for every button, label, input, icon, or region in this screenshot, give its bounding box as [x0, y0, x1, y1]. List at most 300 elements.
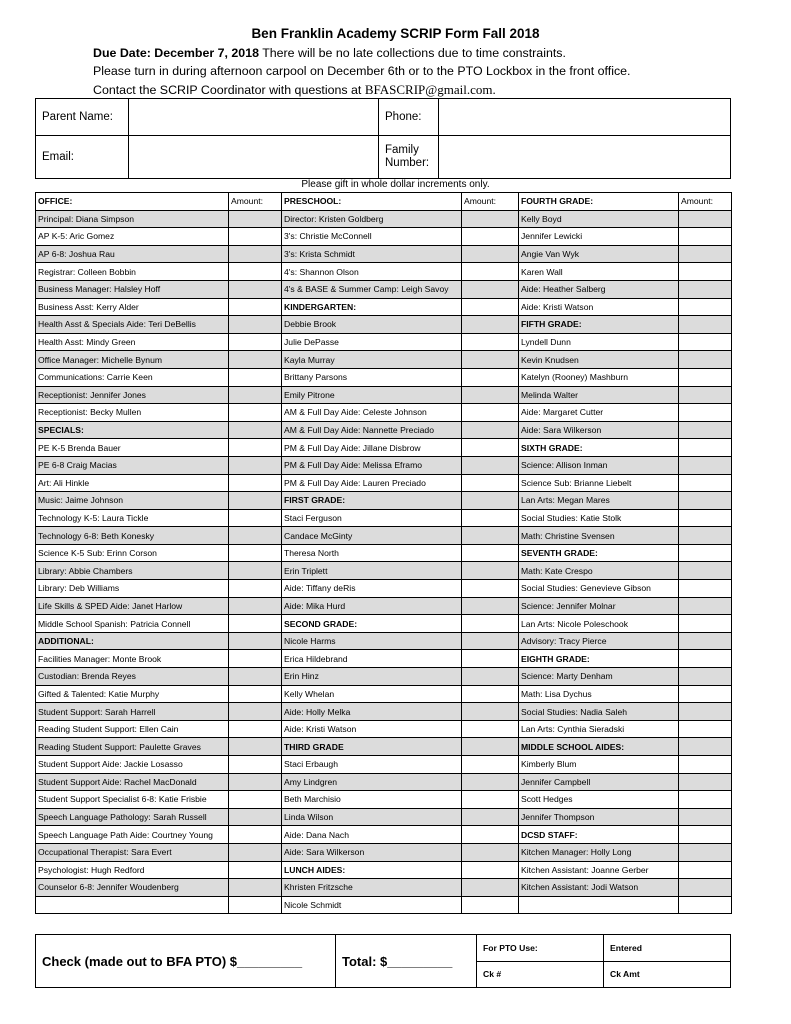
amount-input-cell[interactable] [462, 685, 519, 703]
gift-note: Please gift in whole dollar increments only. [301, 179, 490, 190]
table-row [36, 333, 732, 351]
staff-name-cell: Emily Pitrone [282, 386, 462, 404]
table-row [36, 368, 732, 386]
amount-input-cell[interactable] [462, 210, 519, 228]
amount-input-cell[interactable] [679, 333, 732, 351]
amount-input-cell[interactable] [462, 650, 519, 668]
amount-input-cell[interactable] [462, 597, 519, 615]
amount-input-cell[interactable] [679, 703, 732, 721]
amount-input-cell[interactable] [462, 826, 519, 844]
amount-input-cell[interactable] [679, 228, 732, 246]
staff-name-cell: Science Sub: Brianne Liebelt [519, 474, 679, 492]
table-row [36, 263, 732, 281]
entered-label: Entered [604, 935, 731, 962]
staff-name-cell: THIRD GRADE [282, 738, 462, 756]
amount-input-cell[interactable] [462, 562, 519, 580]
amount-input-cell[interactable] [229, 808, 282, 826]
staff-name-cell: Scott Hedges [519, 791, 679, 809]
amount-input-cell[interactable] [462, 368, 519, 386]
table-row [36, 896, 732, 914]
staff-name-cell [519, 896, 679, 914]
col-amount: Amount: [462, 193, 519, 211]
amount-input-cell[interactable] [229, 756, 282, 774]
staff-name-cell: Erin Triplett [282, 562, 462, 580]
staff-name-cell [36, 896, 229, 914]
staff-name-cell: Library: Abbie Chambers [36, 562, 229, 580]
amount-input-cell[interactable] [462, 896, 519, 914]
amount-input-cell[interactable] [462, 439, 519, 457]
amount-input-cell[interactable] [229, 439, 282, 457]
table-row [36, 879, 732, 897]
staff-name-cell: Technology K-5: Laura Tickle [36, 509, 229, 527]
amount-input-cell[interactable] [679, 210, 732, 228]
pto-use-label: For PTO Use: [477, 935, 604, 962]
amount-input-cell[interactable] [679, 615, 732, 633]
contact-email: BFASCRIP@gmail.com [364, 82, 493, 97]
staff-name-cell: Social Studies: Nadia Saleh [519, 703, 679, 721]
amount-input-cell[interactable] [462, 316, 519, 334]
staff-name-cell: Khristen Fritzsche [282, 879, 462, 897]
amount-input-cell[interactable] [679, 245, 732, 263]
amount-input-cell[interactable] [229, 245, 282, 263]
amount-input-cell[interactable] [679, 474, 732, 492]
staff-name-cell: Erica Hildebrand [282, 650, 462, 668]
amount-input-cell[interactable] [229, 456, 282, 474]
staff-name-cell: Science: Allison Inman [519, 456, 679, 474]
amount-input-cell[interactable] [679, 826, 732, 844]
table-row [36, 826, 732, 844]
col-amount: Amount: [679, 193, 732, 211]
staff-name-cell: Math: Lisa Dychus [519, 685, 679, 703]
amount-input-cell[interactable] [229, 368, 282, 386]
form-title: Ben Franklin Academy SCRIP Form Fall 2018 [251, 26, 540, 41]
family-label-line2: Number: [385, 157, 430, 169]
staff-name-cell: Kimberly Blum [519, 756, 679, 774]
due-date: Due Date: December 7, 2018 [93, 46, 259, 60]
col-office: OFFICE: [36, 193, 229, 211]
staff-name-cell: Kelly Whelan [282, 685, 462, 703]
amount-input-cell[interactable] [462, 280, 519, 298]
table-row [36, 544, 732, 562]
payment-footer [35, 934, 731, 988]
staff-name-cell: Business Manager: Halsley Hoff [36, 280, 229, 298]
amount-input-cell[interactable] [679, 896, 732, 914]
staff-name-cell: Kitchen Manager: Holly Long [519, 843, 679, 861]
amount-input-cell[interactable] [229, 228, 282, 246]
amount-input-cell[interactable] [229, 333, 282, 351]
table-row [36, 527, 732, 545]
amount-input-cell[interactable] [679, 685, 732, 703]
staff-name-cell: Library: Deb Williams [36, 580, 229, 598]
amount-input-cell[interactable] [462, 720, 519, 738]
staff-name-cell: Math: Kate Crespo [519, 562, 679, 580]
amount-input-cell[interactable] [679, 544, 732, 562]
staff-name-cell: Student Support: Sarah Harrell [36, 703, 229, 721]
amount-input-cell[interactable] [679, 351, 732, 369]
table-row [36, 808, 732, 826]
table-row [36, 210, 732, 228]
amount-input-cell[interactable] [679, 421, 732, 439]
amount-input-cell[interactable] [462, 668, 519, 686]
amount-input-cell[interactable] [679, 808, 732, 826]
amount-input-cell[interactable] [229, 298, 282, 316]
staff-name-cell: Health Asst & Specials Aide: Teri DeBellis [36, 316, 229, 334]
table-row [36, 861, 732, 879]
staff-name-cell: Nicole Schmidt [282, 896, 462, 914]
contact-prefix: Contact the SCRIP Coordinator with questions at [93, 83, 365, 97]
amount-input-cell[interactable] [229, 791, 282, 809]
staff-name-cell: AP K-5: Aric Gomez [36, 228, 229, 246]
amount-input-cell[interactable] [679, 773, 732, 791]
amount-input-cell[interactable] [462, 245, 519, 263]
amount-input-cell[interactable] [229, 474, 282, 492]
staff-name-cell: Student Support Aide: Rachel MacDonald [36, 773, 229, 791]
staff-name-cell: Lan Arts: Cynthia Sieradski [519, 720, 679, 738]
amount-input-cell[interactable] [462, 773, 519, 791]
staff-name-cell: Aide: Margaret Cutter [519, 404, 679, 422]
staff-name-cell: Staci Erbaugh [282, 756, 462, 774]
phone-field[interactable] [439, 99, 731, 136]
staff-name-cell: Reading Student Support: Paulette Graves [36, 738, 229, 756]
staff-name-cell: Health Asst: Mindy Green [36, 333, 229, 351]
table-row [36, 632, 732, 650]
amount-input-cell[interactable] [229, 509, 282, 527]
staff-name-cell: Life Skills & SPED Aide: Janet Harlow [36, 597, 229, 615]
staff-name-cell: Director: Kristen Goldberg [282, 210, 462, 228]
staff-name-cell: Staci Ferguson [282, 509, 462, 527]
staff-name-cell: AM & Full Day Aide: Nannette Preciado [282, 421, 462, 439]
amount-input-cell[interactable] [229, 861, 282, 879]
amount-input-cell[interactable] [462, 351, 519, 369]
table-row [36, 703, 732, 721]
staff-name-cell: Math: Christine Svensen [519, 527, 679, 545]
amount-input-cell[interactable] [679, 632, 732, 650]
amount-input-cell[interactable] [229, 386, 282, 404]
amount-input-cell[interactable] [229, 263, 282, 281]
staff-name-cell: PM & Full Day Aide: Lauren Preciado [282, 474, 462, 492]
table-row [36, 597, 732, 615]
amount-input-cell[interactable] [462, 808, 519, 826]
amount-input-cell[interactable] [679, 597, 732, 615]
staff-name-cell: Katelyn (Rooney) Mashburn [519, 368, 679, 386]
staff-name-cell: Music: Jaime Johnson [36, 492, 229, 510]
table-row [36, 720, 732, 738]
staff-name-cell: Brittany Parsons [282, 368, 462, 386]
staff-name-cell: KINDERGARTEN: [282, 298, 462, 316]
staff-name-cell: Debbie Brook [282, 316, 462, 334]
amount-input-cell[interactable] [679, 386, 732, 404]
col-fourth-grade: FOURTH GRADE: [519, 193, 679, 211]
staff-name-cell: Aide: Tiffany deRis [282, 580, 462, 598]
table-row [36, 228, 732, 246]
staff-name-cell: 3's: Christie McConnell [282, 228, 462, 246]
amount-input-cell[interactable] [679, 280, 732, 298]
staff-name-cell: LUNCH AIDES: [282, 861, 462, 879]
email-label: Email: [36, 136, 129, 179]
table-row [36, 580, 732, 598]
check-amount-label: Ck Amt [604, 961, 731, 988]
staff-name-cell: Kitchen Assistant: Jodi Watson [519, 879, 679, 897]
staff-name-cell: 3's: Krista Schmidt [282, 245, 462, 263]
amount-input-cell[interactable] [462, 228, 519, 246]
amount-input-cell[interactable] [679, 879, 732, 897]
table-row [36, 773, 732, 791]
staff-name-cell: Receptionist: Jennifer Jones [36, 386, 229, 404]
amount-input-cell[interactable] [462, 703, 519, 721]
staff-name-cell: Speech Language Path Aide: Courtney Young [36, 826, 229, 844]
amount-input-cell[interactable] [679, 298, 732, 316]
amount-input-cell[interactable] [462, 756, 519, 774]
table-row [36, 421, 732, 439]
table-row [36, 509, 732, 527]
family-label-line1: Family [385, 144, 419, 156]
amount-input-cell[interactable] [679, 756, 732, 774]
amount-input-cell[interactable] [229, 544, 282, 562]
amount-input-cell[interactable] [229, 404, 282, 422]
amount-input-cell[interactable] [229, 316, 282, 334]
staff-name-cell: Student Support Aide: Jackie Losasso [36, 756, 229, 774]
staff-name-cell: FIRST GRADE: [282, 492, 462, 510]
staff-name-cell: Occupational Therapist: Sara Evert [36, 843, 229, 861]
staff-name-cell: Student Support Specialist 6-8: Katie Frisbie [36, 791, 229, 809]
amount-input-cell[interactable] [679, 492, 732, 510]
amount-input-cell[interactable] [679, 650, 732, 668]
amount-input-cell[interactable] [229, 668, 282, 686]
amount-input-cell[interactable] [679, 562, 732, 580]
staff-name-cell: Lan Arts: Nicole Poleschook [519, 615, 679, 633]
staff-name-cell: PE 6-8 Craig Macias [36, 456, 229, 474]
amount-input-cell[interactable] [462, 632, 519, 650]
amount-input-cell[interactable] [462, 527, 519, 545]
amount-input-cell[interactable] [679, 368, 732, 386]
amount-input-cell[interactable] [462, 298, 519, 316]
staff-name-cell: Facilities Manager: Monte Brook [36, 650, 229, 668]
amount-input-cell[interactable] [229, 826, 282, 844]
staff-name-cell: Jennifer Thompson [519, 808, 679, 826]
staff-name-cell: Aide: Kristi Watson [519, 298, 679, 316]
staff-name-cell: Middle School Spanish: Patricia Connell [36, 615, 229, 633]
table-row [36, 280, 732, 298]
amount-input-cell[interactable] [679, 738, 732, 756]
family-number-field[interactable] [439, 136, 731, 179]
total-amount-field[interactable]: Total: $_________ [336, 935, 477, 988]
amount-input-cell[interactable] [462, 843, 519, 861]
table-row [36, 474, 732, 492]
amount-input-cell[interactable] [229, 879, 282, 897]
amount-input-cell[interactable] [462, 509, 519, 527]
amount-input-cell[interactable] [679, 527, 732, 545]
staff-name-cell: SPECIALS: [36, 421, 229, 439]
table-row [36, 386, 732, 404]
amount-input-cell[interactable] [462, 492, 519, 510]
amount-input-cell[interactable] [462, 615, 519, 633]
staff-name-cell: DCSD STAFF: [519, 826, 679, 844]
staff-name-cell: Kevin Knudsen [519, 351, 679, 369]
amount-input-cell[interactable] [229, 703, 282, 721]
staff-gift-table [35, 192, 732, 914]
contact-suffix: . [492, 82, 496, 97]
email-field[interactable] [129, 136, 379, 179]
amount-input-cell[interactable] [229, 597, 282, 615]
staff-name-cell: Aide: Sara Wilkerson [282, 843, 462, 861]
check-number-label: Ck # [477, 961, 604, 988]
contact-line [93, 82, 496, 98]
staff-name-cell: Theresa North [282, 544, 462, 562]
staff-name-cell: Lan Arts: Megan Mares [519, 492, 679, 510]
amount-input-cell[interactable] [462, 333, 519, 351]
staff-name-cell: SECOND GRADE: [282, 615, 462, 633]
column-header-row [36, 193, 732, 211]
table-row [36, 615, 732, 633]
amount-input-cell[interactable] [229, 527, 282, 545]
phone-label: Phone: [379, 99, 439, 136]
staff-name-cell: PM & Full Day Aide: Jillane Disbrow [282, 439, 462, 457]
amount-input-cell[interactable] [679, 861, 732, 879]
table-row [36, 245, 732, 263]
turn-in-instructions: Please turn in during afternoon carpool on December 6th or to the PTO Lockbox in the front office. [93, 64, 631, 78]
table-row [36, 843, 732, 861]
amount-input-cell[interactable] [462, 861, 519, 879]
staff-name-cell: Julie DePasse [282, 333, 462, 351]
parent-name-field[interactable] [129, 99, 379, 136]
table-row [36, 562, 732, 580]
staff-name-cell: Aide: Sara Wilkerson [519, 421, 679, 439]
amount-input-cell[interactable] [679, 263, 732, 281]
amount-input-cell[interactable] [229, 280, 282, 298]
table-row [36, 756, 732, 774]
amount-input-cell[interactable] [462, 404, 519, 422]
amount-input-cell[interactable] [462, 879, 519, 897]
table-row [36, 650, 732, 668]
staff-name-cell: Custodian: Brenda Reyes [36, 668, 229, 686]
table-row [36, 685, 732, 703]
amount-input-cell[interactable] [462, 791, 519, 809]
amount-input-cell[interactable] [229, 773, 282, 791]
staff-name-cell: AM & Full Day Aide: Celeste Johnson [282, 404, 462, 422]
amount-input-cell[interactable] [229, 896, 282, 914]
staff-name-cell: Aide: Dana Nach [282, 826, 462, 844]
amount-input-cell[interactable] [679, 843, 732, 861]
amount-input-cell[interactable] [229, 738, 282, 756]
table-row [36, 316, 732, 334]
amount-input-cell[interactable] [462, 544, 519, 562]
amount-input-cell[interactable] [679, 456, 732, 474]
table-row [36, 738, 732, 756]
staff-name-cell: Registrar: Colleen Bobbin [36, 263, 229, 281]
staff-name-cell: Jennifer Campbell [519, 773, 679, 791]
staff-name-cell: Aide: Holly Melka [282, 703, 462, 721]
table-row [36, 456, 732, 474]
staff-name-cell: FIFTH GRADE: [519, 316, 679, 334]
staff-name-cell: PM & Full Day Aide: Melissa Eframo [282, 456, 462, 474]
table-row [36, 492, 732, 510]
amount-input-cell[interactable] [679, 668, 732, 686]
staff-name-cell: Office Manager: Michelle Bynum [36, 351, 229, 369]
staff-name-cell: Social Studies: Katie Stolk [519, 509, 679, 527]
staff-name-cell: Science K-5 Sub: Erinn Corson [36, 544, 229, 562]
parent-info-table [35, 98, 731, 179]
amount-input-cell[interactable] [229, 351, 282, 369]
staff-name-cell: Science: Marty Denham [519, 668, 679, 686]
staff-name-cell: SEVENTH GRADE: [519, 544, 679, 562]
staff-name-cell: Kayla Murray [282, 351, 462, 369]
staff-name-cell: Aide: Kristi Watson [282, 720, 462, 738]
staff-name-cell: Lyndell Dunn [519, 333, 679, 351]
due-date-line [93, 46, 566, 60]
amount-input-cell[interactable] [229, 421, 282, 439]
staff-name-cell: Advisory: Tracy Pierce [519, 632, 679, 650]
amount-input-cell[interactable] [229, 632, 282, 650]
staff-name-cell: Amy Lindgren [282, 773, 462, 791]
amount-input-cell[interactable] [462, 421, 519, 439]
staff-name-cell: Technology 6-8: Beth Konesky [36, 527, 229, 545]
amount-input-cell[interactable] [229, 720, 282, 738]
staff-name-cell: 4's: Shannon Olson [282, 263, 462, 281]
amount-input-cell[interactable] [679, 580, 732, 598]
check-amount-field[interactable]: Check (made out to BFA PTO) $_________ [36, 935, 336, 988]
staff-name-cell: Speech Language Pathology: Sarah Russell [36, 808, 229, 826]
staff-name-cell: Angie Van Wyk [519, 245, 679, 263]
amount-input-cell[interactable] [462, 580, 519, 598]
due-note: There will be no late collections due to time constraints. [258, 46, 566, 60]
staff-name-cell: MIDDLE SCHOOL AIDES: [519, 738, 679, 756]
staff-name-cell: Receptionist: Becky Mullen [36, 404, 229, 422]
staff-name-cell: Melinda Walter [519, 386, 679, 404]
amount-input-cell[interactable] [229, 615, 282, 633]
staff-name-cell: Business Asst: Kerry Alder [36, 298, 229, 316]
staff-name-cell: Kitchen Assistant: Joanne Gerber [519, 861, 679, 879]
table-row [36, 439, 732, 457]
amount-input-cell[interactable] [462, 456, 519, 474]
staff-name-cell: 4's & BASE & Summer Camp: Leigh Savoy [282, 280, 462, 298]
staff-name-cell: Aide: Heather Salberg [519, 280, 679, 298]
amount-input-cell[interactable] [679, 439, 732, 457]
staff-name-cell: Aide: Mika Hurd [282, 597, 462, 615]
amount-input-cell[interactable] [229, 562, 282, 580]
amount-input-cell[interactable] [229, 210, 282, 228]
staff-name-cell: ADDITIONAL: [36, 632, 229, 650]
staff-name-cell: Karen Wall [519, 263, 679, 281]
staff-name-cell: Erin Hinz [282, 668, 462, 686]
amount-input-cell[interactable] [229, 685, 282, 703]
staff-name-cell: Nicole Harms [282, 632, 462, 650]
table-row [36, 668, 732, 686]
staff-name-cell: Beth Marchisio [282, 791, 462, 809]
amount-input-cell[interactable] [679, 404, 732, 422]
staff-name-cell: Gifted & Talented: Katie Murphy [36, 685, 229, 703]
amount-input-cell[interactable] [229, 843, 282, 861]
staff-name-cell: SIXTH GRADE: [519, 439, 679, 457]
amount-input-cell[interactable] [462, 263, 519, 281]
staff-name-cell: EIGHTH GRADE: [519, 650, 679, 668]
staff-name-cell: Science: Jennifer Molnar [519, 597, 679, 615]
amount-input-cell[interactable] [679, 720, 732, 738]
amount-input-cell[interactable] [462, 738, 519, 756]
table-row [36, 351, 732, 369]
col-preschool: PRESCHOOL: [282, 193, 462, 211]
amount-input-cell[interactable] [679, 316, 732, 334]
staff-name-cell: AP 6-8: Joshua Rau [36, 245, 229, 263]
table-row [36, 404, 732, 422]
amount-input-cell[interactable] [462, 386, 519, 404]
amount-input-cell[interactable] [679, 509, 732, 527]
amount-input-cell[interactable] [229, 650, 282, 668]
amount-input-cell[interactable] [229, 492, 282, 510]
amount-input-cell[interactable] [679, 791, 732, 809]
amount-input-cell[interactable] [462, 474, 519, 492]
amount-input-cell[interactable] [229, 580, 282, 598]
col-amount: Amount: [229, 193, 282, 211]
